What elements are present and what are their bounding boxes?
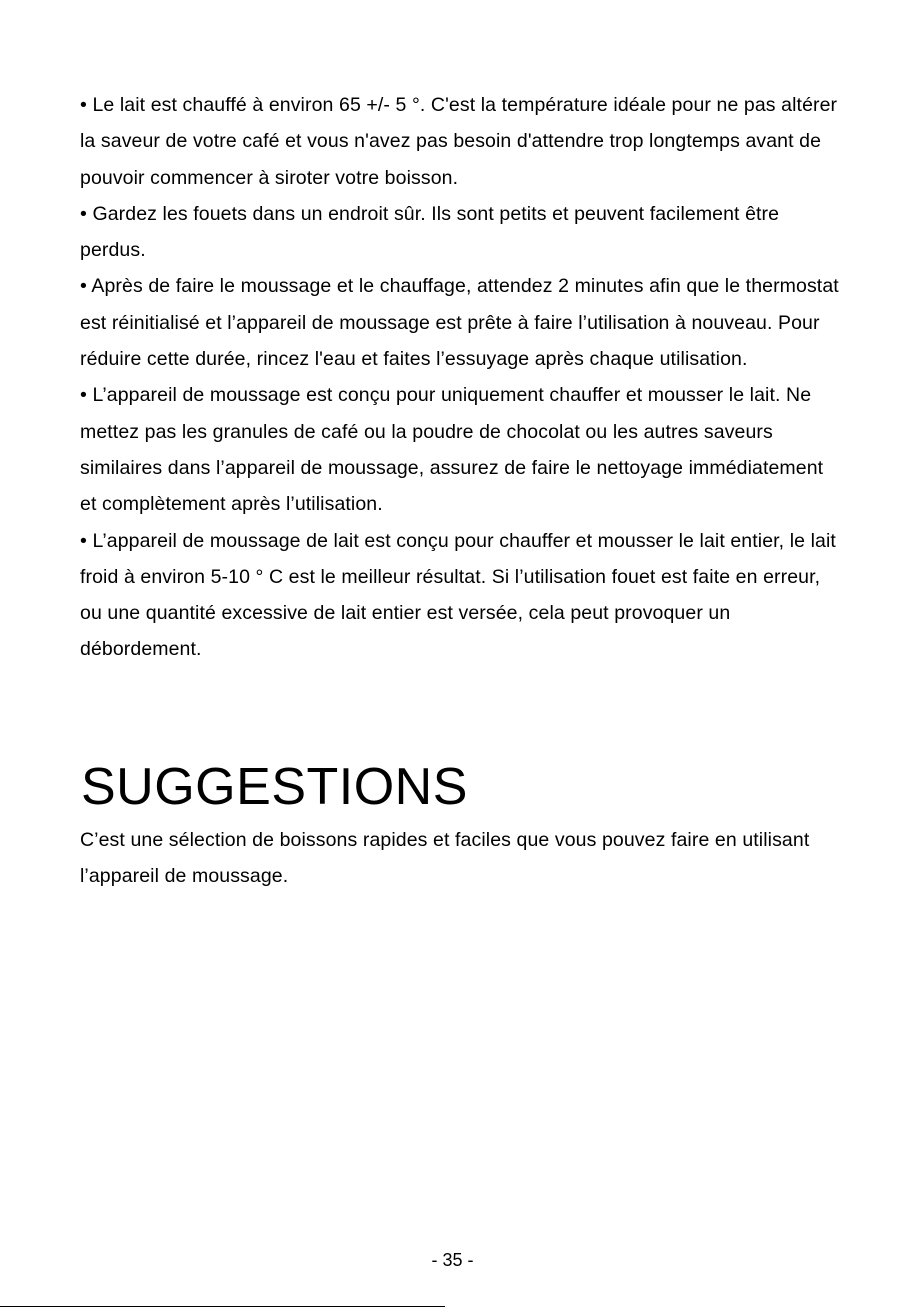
bullet-whole-milk: • L’appareil de moussage de lait est conçu pour chauffer et mousser le lait entier, le lait froid à environ 5-10 ° C est le meilleur résultat. Si l’utilisation fouet est faite en erreur, ou une quantité excessive de lait entier est versée, cela peut provoquer un débordement. bbox=[80, 529, 836, 661]
bullet-whisk-storage: • Gardez les fouets dans un endroit sûr. Ils sont petits et peuvent facilement être perdus. bbox=[80, 202, 780, 262]
bullet-milk-temperature: • Le lait est chauffé à environ 65 +/- 5 °. C'est la température idéale pour ne pas altérer la saveur de votre café et vous n'avez pas besoin d'attendre trop longtemps avant de pouvoir commencer à siroter votre boisson. bbox=[80, 94, 838, 189]
page-number: - 35 - bbox=[431, 1250, 474, 1270]
bullet-milk-only: • L’appareil de moussage est conçu pour uniquement chauffer et mousser le lait. Ne mettez pas les granules de café ou la poudre de chocolat ou les autres saveurs similaires dans l’appareil de moussage, assurez de faire le nettoyage immédiatement et complètement après l’utilisation. bbox=[80, 384, 824, 516]
section-intro: C’est une sélection de boissons rapides et faciles que vous pouvez faire en utilisant l’appareil de moussage. bbox=[80, 829, 810, 888]
section-heading: SUGGESTIONS bbox=[81, 758, 468, 816]
bottom-divider bbox=[0, 1306, 445, 1307]
bullet-list bbox=[80, 87, 840, 668]
bullet-thermostat-reset: • Après de faire le moussage et le chauffage, attendez 2 minutes afin que le thermostat est réinitialisé et l’appareil de moussage est prête à faire l’utilisation à nouveau. Pour réduire cette durée, rincez l'eau et faites l’essuyage après chaque utilisation. bbox=[80, 275, 839, 371]
